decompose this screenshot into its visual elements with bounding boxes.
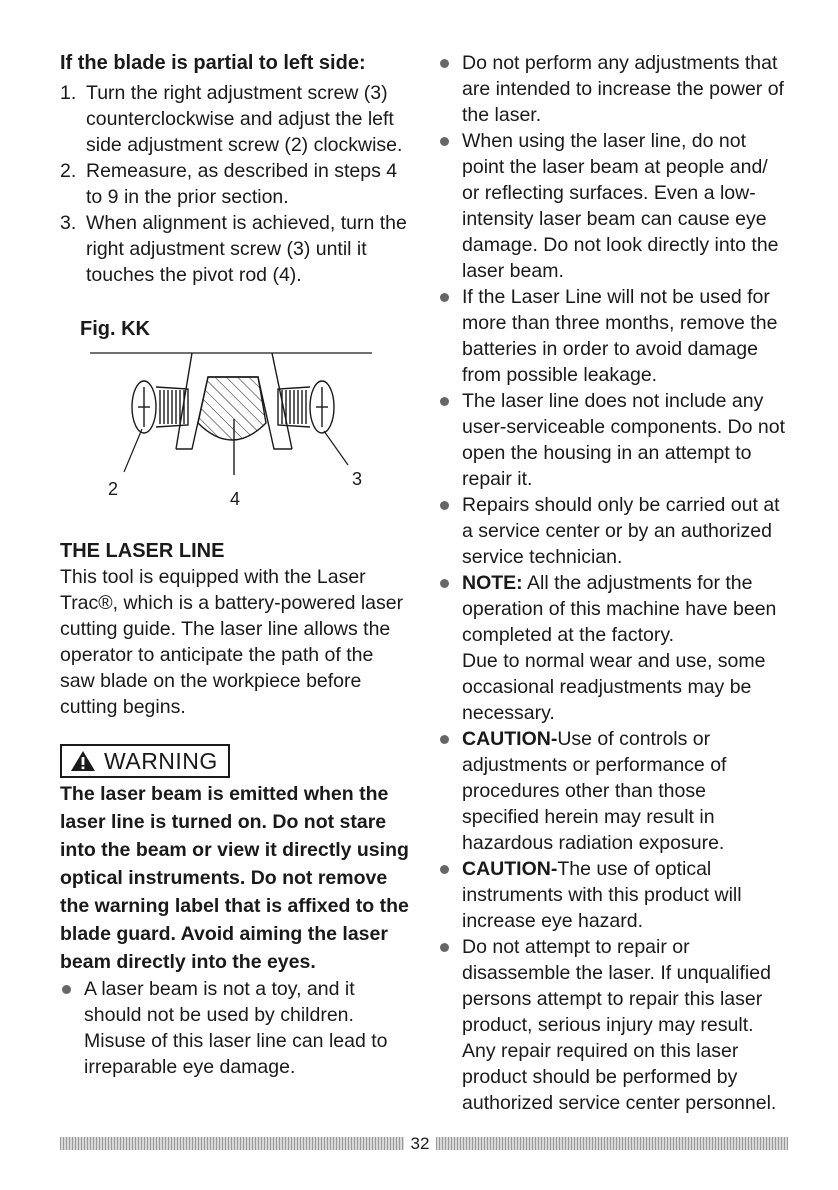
footer-bar-right <box>436 1137 788 1150</box>
list-item <box>438 492 788 570</box>
step-item <box>60 80 410 158</box>
bullet-icon <box>440 137 449 146</box>
caution-label: CAUTION- <box>462 728 558 750</box>
list-item <box>438 388 788 492</box>
step-number: 1. <box>60 82 77 104</box>
step-text: Turn the right adjustment screw (3) counterclockwise and adjust the left side adjustment screw (2) clockwise. <box>86 82 403 156</box>
bullet-icon <box>440 59 449 68</box>
figure-kk-diagram <box>60 347 390 507</box>
warning-text: The laser beam is emitted when the laser line is turned on. Do not stare into the beam or view it directly using optical instruments. Do not remove the warning label that is affixed to the blade guard. Avoid aiming the laser beam directly into the eyes. <box>60 783 409 973</box>
step-number: 2. <box>60 160 77 182</box>
laser-line-title: THE LASER LINE <box>60 540 225 562</box>
warning-box <box>60 744 230 778</box>
bullet-text: A laser beam is not a toy, and it should not be used by children. Misuse of this laser line can lead to irreparable eye damage. <box>84 978 388 1078</box>
bullet-text: When using the laser line, do not point the laser beam at people and/ or reflecting surfaces. Even a low-intensity laser beam can cause eye damage. Do not look directly into the laser beam. <box>462 130 779 282</box>
leader-2 <box>124 429 142 472</box>
figure-kk <box>60 347 410 512</box>
right-column <box>438 50 788 1116</box>
list-item <box>60 976 410 1080</box>
bullet-text-continued: Due to normal wear and use, some occasional readjustments may be necessary. <box>462 650 766 724</box>
bullet-text: All the adjustments for the operation of this machine have been completed at the factory. <box>462 572 777 646</box>
bullet-icon <box>440 293 449 302</box>
right-bullet-list <box>438 50 788 1116</box>
page-footer <box>60 1133 788 1155</box>
step-number: 3. <box>60 212 77 234</box>
bullet-icon <box>440 579 449 588</box>
step-text: When alignment is achieved, turn the right adjustment screw (3) until it touches the pivot rod (4). <box>86 212 407 286</box>
bullet-icon <box>440 501 449 510</box>
bullet-icon <box>440 735 449 744</box>
footer-bar-left <box>60 1137 404 1150</box>
step-item <box>60 210 410 288</box>
bullet-icon <box>440 943 449 952</box>
warning-label: WARNING <box>104 748 218 774</box>
callout-2: 2 <box>108 479 119 499</box>
bullet-text: The laser line does not include any user-serviceable components. Do not open the housing in an attempt to repair it. <box>462 390 785 490</box>
list-item <box>438 50 788 128</box>
list-item <box>438 570 788 726</box>
bullet-icon <box>62 985 71 994</box>
bullet-text: The use of optical instruments with this product will increase eye hazard. <box>462 858 742 932</box>
bullet-text: Use of controls or adjustments or performance of procedures other than those specified herein may result in hazardous radiation exposure. <box>462 728 727 854</box>
laser-line-description: This tool is equipped with the Laser Trac®, which is a battery-powered laser cutting guide. The laser line allows the operator to anticipate the path of the saw blade on the workpiece before cutting begins. <box>60 566 404 718</box>
list-item <box>438 934 788 1116</box>
blade-left-heading: If the blade is partial to left side: <box>60 52 366 74</box>
callout-4: 4 <box>230 489 241 507</box>
bullet-text: Do not perform any adjustments that are intended to increase the power of the laser. <box>462 52 784 126</box>
step-text: Remeasure, as described in steps 4 to 9 in the prior section. <box>86 160 398 208</box>
note-label: NOTE: <box>462 572 523 594</box>
leader-3 <box>324 431 348 465</box>
bullet-text: Repairs should only be carried out at a service center or by an authorized service technician. <box>462 494 780 568</box>
adjustment-steps <box>60 80 410 288</box>
warning-triangle-icon <box>70 750 96 772</box>
bullet-text: If the Laser Line will not be used for more than three months, remove the batteries in order to avoid damage from possible leakage. <box>462 286 778 386</box>
callout-3: 3 <box>352 469 363 489</box>
page-number: 32 <box>410 1134 430 1153</box>
list-item <box>438 726 788 856</box>
list-item <box>438 284 788 388</box>
bullet-icon <box>440 397 449 406</box>
left-column <box>60 50 410 1080</box>
figure-label: Fig. KK <box>80 318 150 340</box>
caution-label: CAUTION- <box>462 858 558 880</box>
bullet-text: Do not attempt to repair or disassemble the laser. If unqualified persons attempt to repair this laser product, serious injury may result. Any repair required on this laser product should be performed by authorized service center personnel. <box>462 936 777 1114</box>
list-item <box>438 856 788 934</box>
step-item <box>60 158 410 210</box>
bullet-icon <box>440 865 449 874</box>
left-bullet-list <box>60 976 410 1080</box>
list-item <box>438 128 788 284</box>
